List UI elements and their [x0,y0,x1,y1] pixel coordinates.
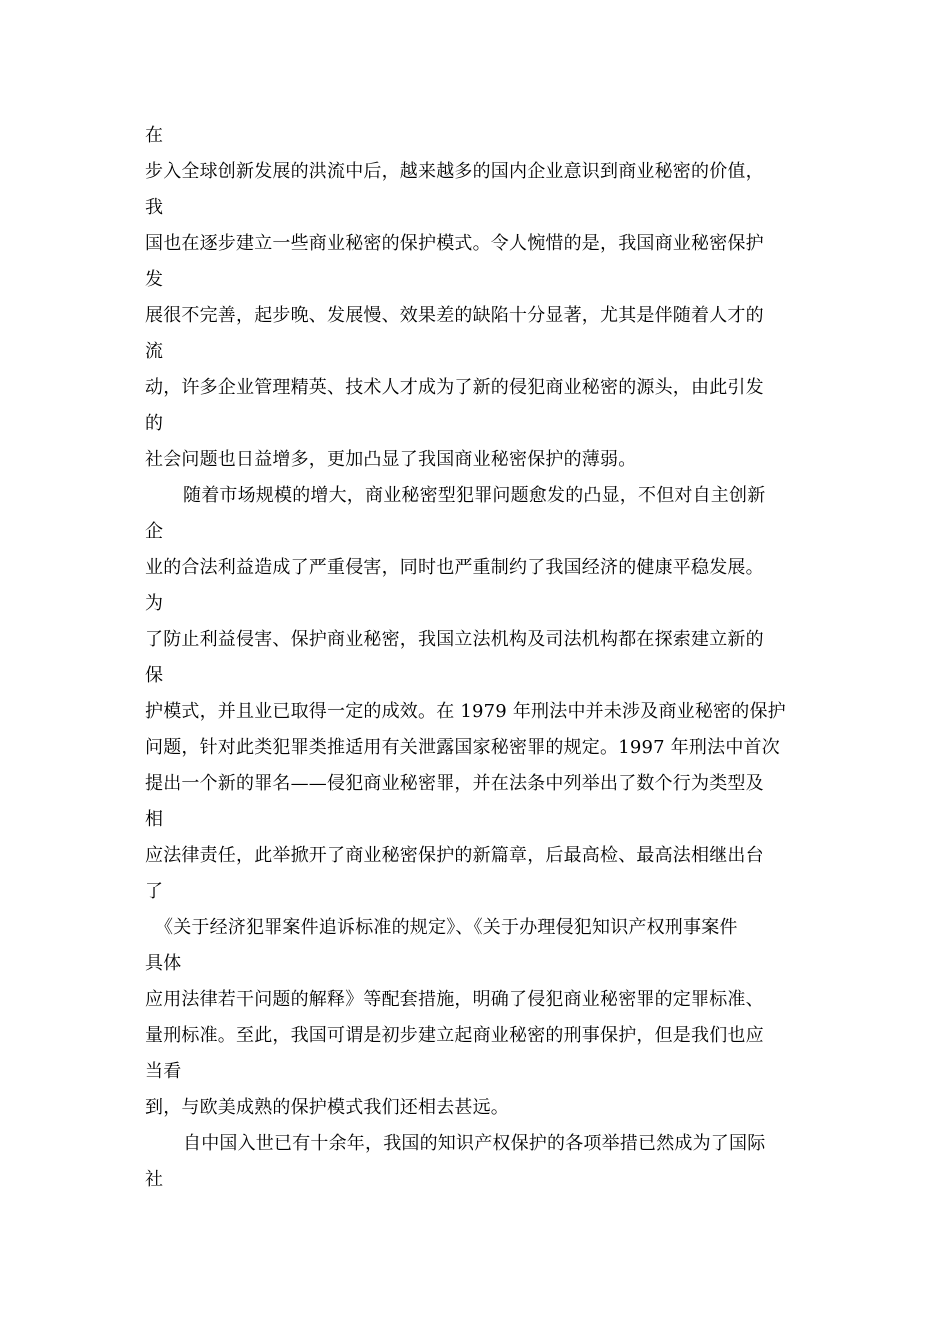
text-line: 的 [145,413,164,434]
text-line: 应法律责任，此举掀开了商业秘密保护的新篇章，后最高检、最高法相继出台 [145,845,764,866]
text-line: 业的合法利益造成了严重侵害，同时也严重制约了我国经济的健康平稳发展。 [145,557,764,578]
text-line: 问题，针对此类犯罪类推适用有关泄露国家秘密罪的规定。1997 年刑法中首次 [145,737,780,758]
text-line: 相 [145,809,164,830]
text-line: 为 [145,593,164,614]
text-line: 我 [145,197,164,218]
text-line: 流 [145,341,164,362]
paragraph-first-line: 随着市场规模的增大，商业秘密型犯罪问题愈发的凸显，不但对自主创新 [183,485,766,506]
text-line: 护模式，并且业已取得一定的成效。在 1979 年刑法中并未涉及商业秘密的保护 [145,701,786,722]
text-line: 保 [145,665,164,686]
text-line: 了防止利益侵害、保护商业秘密，我国立法机构及司法机构都在探索建立新的 [145,629,764,650]
text-line: 动，许多企业管理精英、技术人才成为了新的侵犯商业秘密的源头，由此引发 [145,377,764,398]
text-line: 量刑标准。至此，我国可谓是初步建立起商业秘密的刑事保护，但是我们也应 [145,1025,764,1046]
text-line: 在 [145,125,164,146]
text-line: 提出一个新的罪名——侵犯商业秘密罪，并在法条中列举出了数个行为类型及 [145,773,764,794]
text-line: 社 [145,1169,164,1190]
text-line: 具体 [145,953,182,974]
paragraph-first-line: 自中国入世已有十余年，我国的知识产权保护的各项举措已然成为了国际 [183,1133,766,1154]
text-line: 了 [145,881,164,902]
text-line: 发 [145,269,164,290]
text-line: 企 [145,521,164,542]
text-line: 社会问题也日益增多，更加凸显了我国商业秘密保护的薄弱。 [145,449,637,470]
text-line: 应用法律若干问题的解释》等配套措施，明确了侵犯商业秘密罪的定罪标准、 [145,989,764,1010]
text-line: 国也在逐步建立一些商业秘密的保护模式。令人惋惜的是，我国商业秘密保护 [145,233,764,254]
text-line: 到，与欧美成熟的保护模式我们还相去甚远。 [145,1097,509,1118]
text-line: 《关于经济犯罪案件追诉标准的规定》、《关于办理侵犯知识产权刑事案件 [155,917,738,938]
text-line: 当看 [145,1061,182,1082]
text-line: 步入全球创新发展的洪流中后，越来越多的国内企业意识到商业秘密的价值， [145,161,764,182]
text-line: 展很不完善，起步晚、发展慢、效果差的缺陷十分显著，尤其是伴随着人才的 [145,305,764,326]
